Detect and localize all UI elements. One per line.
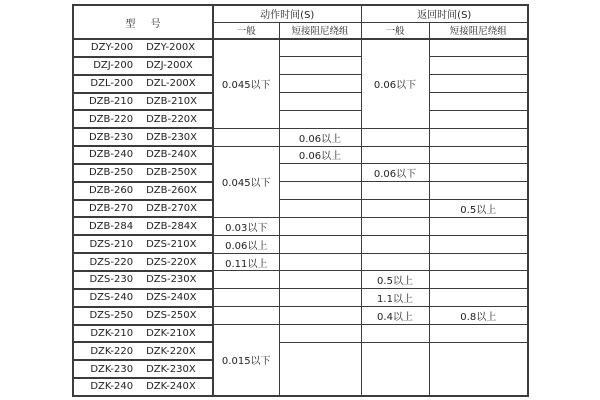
model-code-x: DZB-260X (146, 185, 198, 197)
model-code-x: DZK-220X (146, 345, 196, 357)
model-code: DZB-260 (88, 185, 134, 197)
model-cell (73, 235, 213, 253)
model-cell (73, 110, 213, 128)
action-damping-cell: 0.06以上 (279, 128, 361, 146)
action-damping-cell (279, 110, 361, 128)
model-code-x: DZK-240X (146, 381, 196, 393)
return-general-cell: 0.06以下 (361, 164, 429, 182)
action-general-cell: 0.045以下 (213, 146, 279, 217)
model-cell (73, 93, 213, 111)
model-column-header: 型 号 (73, 5, 213, 39)
model-code: DZS-240 (89, 292, 134, 304)
model-code: DZS-220 (89, 256, 134, 268)
model-code-x: DZB-250X (146, 167, 198, 179)
return-damping-cell (429, 146, 528, 164)
return-damping-cell (429, 75, 528, 93)
return-general-cell: 1.1以上 (361, 289, 429, 307)
return-damping-cell (429, 271, 528, 289)
table-row (73, 271, 528, 289)
return-damping-header: 短接阻尼绕组 (429, 22, 528, 39)
relay-spec-table (72, 4, 529, 397)
model-code-x: DZB-240X (146, 149, 198, 161)
table-row (73, 200, 528, 218)
table-row (73, 325, 528, 343)
table-row (73, 39, 528, 57)
return-damping-cell (429, 342, 528, 396)
model-code: DZB-240 (88, 149, 134, 161)
model-code-x: DZJ-200X (146, 60, 193, 72)
model-code-x: DZB-230X (146, 131, 198, 143)
return-general-cell (361, 235, 429, 253)
return-damping-cell (429, 93, 528, 111)
table-row (73, 217, 528, 235)
action-general-header: 一般 (213, 22, 279, 39)
model-cell (73, 271, 213, 289)
return-damping-cell (429, 289, 528, 307)
action-damping-cell (279, 235, 361, 253)
return-general-cell: 0.06以下 (361, 39, 429, 128)
model-code: DZS-210 (89, 238, 134, 250)
return-general-cell (361, 253, 429, 271)
action-damping-cell (279, 39, 361, 57)
return-damping-cell (429, 57, 528, 75)
model-cell (73, 128, 213, 146)
model-code-x: DZY-200X (146, 42, 196, 54)
return-time-header: 返回时间(S) (361, 5, 528, 22)
return-general-cell (361, 325, 429, 343)
model-code-x: DZK-210X (146, 327, 196, 339)
model-cell (73, 57, 213, 75)
table-row (73, 75, 528, 93)
model-code: DZB-270 (88, 203, 134, 215)
return-general-cell: 0.5以上 (361, 271, 429, 289)
action-damping-cell (279, 253, 361, 271)
model-code-x: DZS-230X (146, 274, 197, 286)
model-cell (73, 39, 213, 57)
action-general-cell: 0.045以下 (213, 39, 279, 128)
model-code: DZS-250 (89, 310, 134, 322)
action-damping-cell (279, 217, 361, 235)
model-code-x: DZB-220X (146, 113, 198, 125)
return-general-cell (361, 182, 429, 200)
table-row (73, 289, 528, 307)
action-general-cell: 0.06以上 (213, 235, 279, 253)
action-damping-cell (279, 289, 361, 307)
model-cell (73, 342, 213, 360)
model-code-x: DZS-240X (146, 292, 197, 304)
model-code-x: DZL-200X (146, 78, 196, 90)
model-cell (73, 289, 213, 307)
model-code-x: DZB-270X (146, 203, 198, 215)
model-cell (73, 146, 213, 164)
return-damping-cell (429, 39, 528, 57)
table-row (73, 93, 528, 111)
model-code: DZY-200 (90, 42, 134, 54)
return-damping-cell (429, 217, 528, 235)
return-general-cell (361, 146, 429, 164)
table-row (73, 57, 528, 75)
model-code: DZB-284 (88, 220, 134, 232)
table-row (73, 110, 528, 128)
model-cell (73, 164, 213, 182)
action-damping-cell (279, 75, 361, 93)
return-general-header: 一般 (361, 22, 429, 39)
action-general-cell (213, 289, 279, 307)
action-damping-cell (279, 325, 361, 343)
action-general-cell: 0.11以上 (213, 253, 279, 271)
table-row (73, 235, 528, 253)
action-damping-cell (279, 307, 361, 325)
action-general-cell: 0.03以下 (213, 217, 279, 235)
model-code-x: DZB-284X (146, 220, 198, 232)
model-code: DZS-230 (89, 274, 134, 286)
action-damping-cell (279, 93, 361, 111)
model-code-x: DZS-210X (146, 238, 197, 250)
model-code: DZK-240 (90, 381, 134, 393)
return-general-cell (361, 342, 429, 396)
action-damping-cell (279, 271, 361, 289)
return-damping-cell (429, 164, 528, 182)
model-code-x: DZB-210X (146, 95, 198, 107)
return-general-cell (361, 217, 429, 235)
model-code: DZB-220 (88, 113, 134, 125)
action-damping-cell (279, 342, 361, 396)
model-code-x: DZS-250X (146, 310, 197, 322)
return-damping-cell (429, 110, 528, 128)
model-cell (73, 378, 213, 396)
action-general-cell: 0.015以下 (213, 325, 279, 396)
model-cell (73, 75, 213, 93)
return-damping-cell (429, 325, 528, 343)
return-damping-cell: 0.5以上 (429, 200, 528, 218)
return-general-cell (361, 200, 429, 218)
model-code: DZL-200 (90, 78, 134, 90)
return-damping-cell (429, 128, 528, 146)
action-damping-cell (279, 200, 361, 218)
table-row (73, 146, 528, 164)
table-row (73, 164, 528, 182)
table-row (73, 307, 528, 325)
model-code: DZK-210 (90, 327, 134, 339)
table-row (73, 128, 528, 146)
model-cell (73, 360, 213, 378)
model-cell (73, 325, 213, 343)
model-cell (73, 200, 213, 218)
model-code: DZB-250 (88, 167, 134, 179)
model-code: DZJ-200 (93, 60, 134, 72)
return-general-cell: 0.4以上 (361, 307, 429, 325)
table-row (73, 253, 528, 271)
return-damping-cell: 0.8以上 (429, 307, 528, 325)
model-code-x: DZK-230X (146, 363, 196, 375)
model-code: DZB-210 (88, 95, 134, 107)
action-damping-cell: 0.06以上 (279, 146, 361, 164)
model-code: DZK-230 (90, 363, 134, 375)
model-cell (73, 307, 213, 325)
action-damping-cell (279, 164, 361, 182)
model-code: DZK-220 (90, 345, 134, 357)
table-row (73, 342, 528, 360)
action-time-header: 动作时间(S) (213, 5, 361, 22)
return-general-cell (361, 128, 429, 146)
action-general-cell (213, 128, 279, 146)
model-cell (73, 217, 213, 235)
action-damping-header: 短接阻尼绕组 (279, 22, 361, 39)
table-row (73, 182, 528, 200)
action-damping-cell (279, 57, 361, 75)
model-code: DZB-230 (88, 131, 134, 143)
model-code-x: DZS-220X (146, 256, 197, 268)
action-general-cell (213, 271, 279, 289)
action-damping-cell (279, 182, 361, 200)
model-cell (73, 253, 213, 271)
action-general-cell (213, 307, 279, 325)
return-damping-cell (429, 253, 528, 271)
return-damping-cell (429, 182, 528, 200)
return-damping-cell (429, 235, 528, 253)
model-cell (73, 182, 213, 200)
